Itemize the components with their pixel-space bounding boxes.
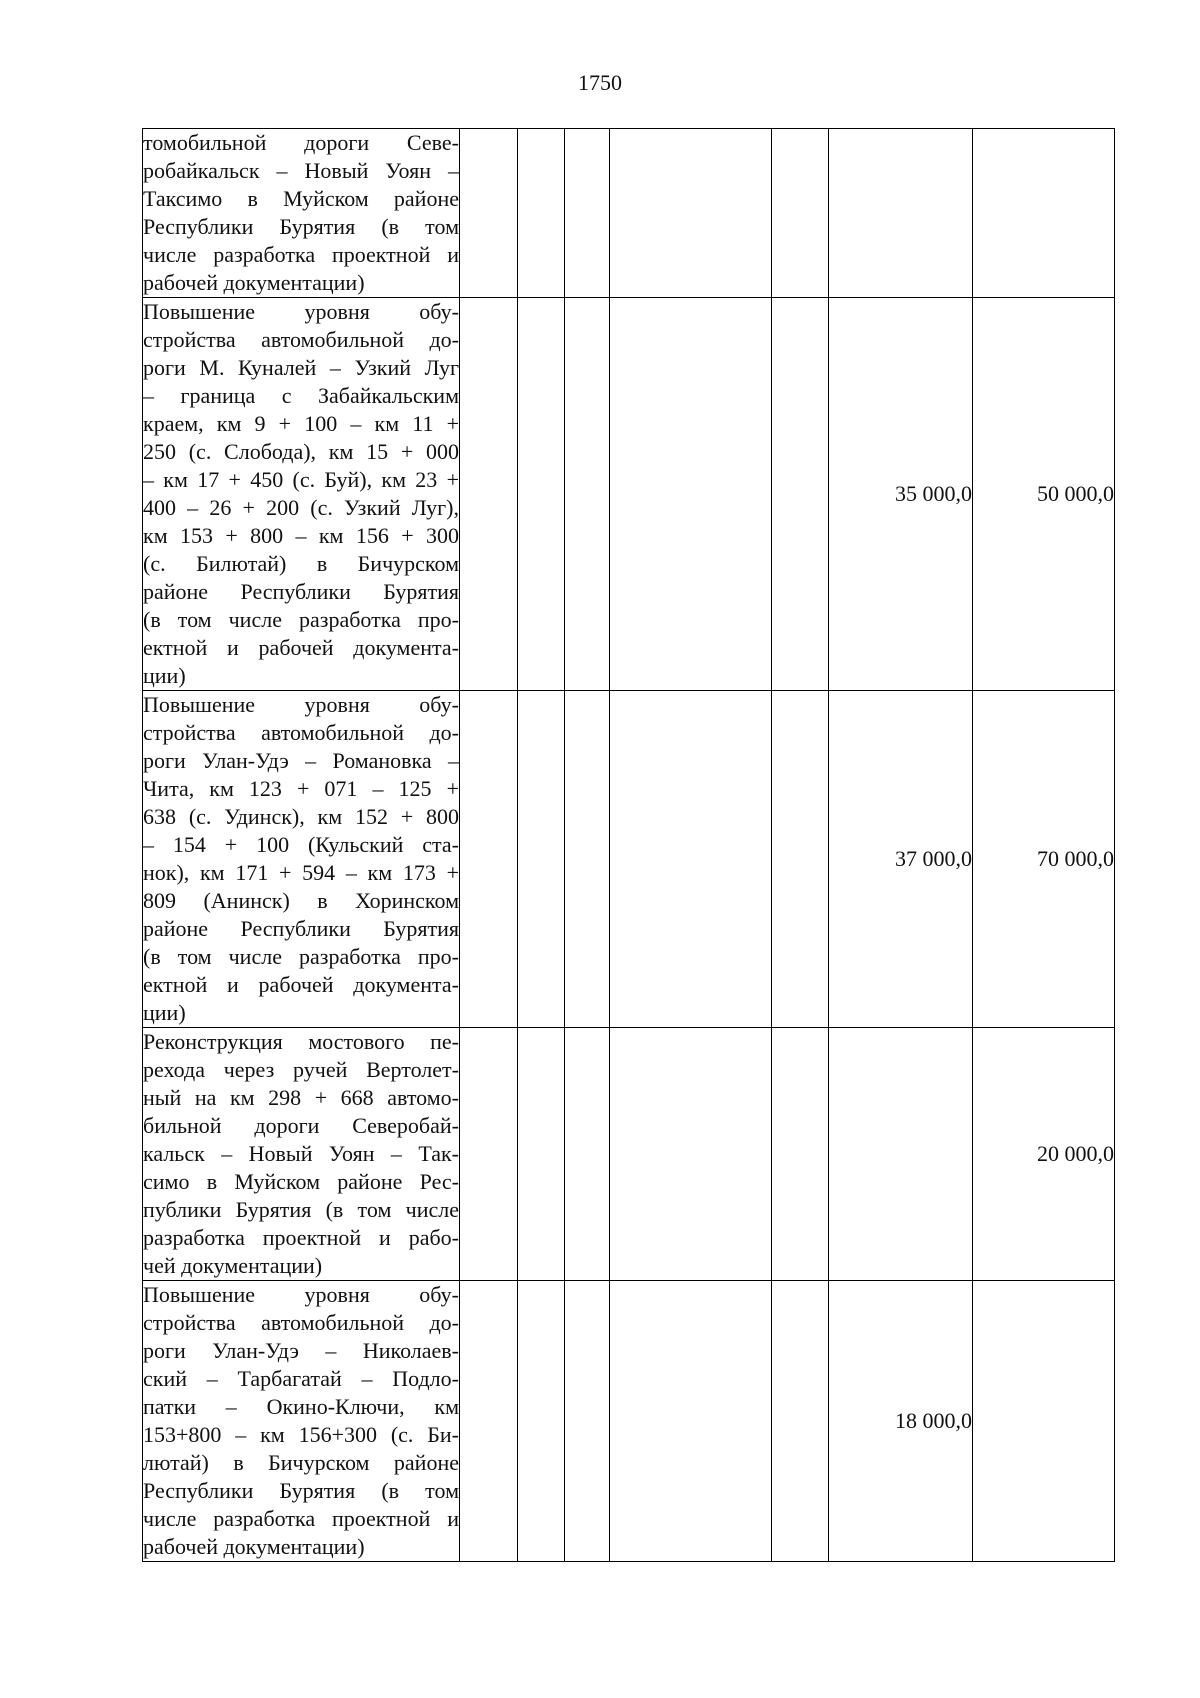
empty-cell: [460, 691, 518, 1028]
empty-cell: [565, 1028, 610, 1281]
description-line: – км 17 + 450 (с. Буй), км 23 +: [143, 467, 459, 492]
empty-cell: [565, 1281, 610, 1562]
amount-cell-a: 35 000,0: [829, 298, 973, 691]
amount-cell-b: 70 000,0: [973, 691, 1115, 1028]
table-row: [143, 129, 1115, 298]
description-line: ектной и рабочей документа-: [143, 635, 459, 660]
description-cell: [143, 298, 460, 691]
description-line: томобильной дороги Севе-: [143, 130, 459, 155]
amount-cell-a: [829, 129, 973, 298]
empty-cell: [772, 129, 829, 298]
description-line: Повышение уровня обу-: [143, 299, 459, 324]
description-line: км 153 + 800 – км 156 + 300: [143, 523, 459, 548]
description-line: патки – Окино-Ключи, км: [143, 1394, 459, 1419]
empty-cell: [772, 1281, 829, 1562]
description-line: лютай) в Бичурском районе: [143, 1450, 459, 1475]
empty-cell: [518, 1281, 565, 1562]
empty-cell: [772, 298, 829, 691]
amount-cell-a: 18 000,0: [829, 1281, 973, 1562]
description-line: ный на км 298 + 668 автомо-: [143, 1085, 459, 1110]
description-line: симо в Муйском районе Рес-: [143, 1169, 459, 1194]
empty-cell: [460, 1028, 518, 1281]
empty-cell: [772, 1028, 829, 1281]
description-line: Повышение уровня обу-: [143, 692, 459, 717]
description-line: 809 (Анинск) в Хоринском: [143, 888, 459, 913]
amount-cell-b: 20 000,0: [973, 1028, 1115, 1281]
description-line: робайкальск – Новый Уоян –: [143, 158, 459, 183]
empty-cell: [772, 691, 829, 1028]
empty-cell: [610, 691, 772, 1028]
empty-cell: [518, 129, 565, 298]
description-line: публики Бурятия (в том числе: [143, 1197, 459, 1222]
description-line: роги Улан-Удэ – Николаев-: [143, 1338, 459, 1363]
description-line: Реконструкция мостового пе-: [143, 1029, 459, 1054]
description-line: Таксимо в Муйском районе: [143, 186, 459, 211]
description-line: кальск – Новый Уоян – Так-: [143, 1141, 459, 1166]
description-line: роги Улан-Удэ – Романовка –: [143, 748, 459, 773]
description-line: 400 – 26 + 200 (с. Узкий Луг),: [143, 495, 459, 520]
empty-cell: [518, 298, 565, 691]
description-cell: [143, 1028, 460, 1281]
description-line: Повышение уровня обу-: [143, 1282, 459, 1307]
description-line: ции): [143, 1000, 186, 1025]
empty-cell: [610, 1028, 772, 1281]
description-line: бильной дороги Северобай-: [143, 1113, 459, 1138]
description-line: ции): [143, 663, 186, 688]
description-line: 153+800 – км 156+300 (с. Би-: [143, 1422, 459, 1447]
description-line: 638 (с. Удинск), км 152 + 800: [143, 804, 459, 829]
empty-cell: [518, 691, 565, 1028]
empty-cell: [460, 129, 518, 298]
amount-cell-a: [829, 1028, 973, 1281]
description-line: стройства автомобильной до-: [143, 720, 459, 745]
description-line: стройства автомобильной до-: [143, 1310, 459, 1335]
description-line: рабочей документации): [143, 1534, 365, 1559]
empty-cell: [518, 1028, 565, 1281]
description-line: Республики Бурятия (в том: [143, 214, 459, 239]
description-line: роги М. Куналей – Узкий Луг: [143, 355, 459, 380]
empty-cell: [565, 129, 610, 298]
page-number: 1750: [578, 70, 622, 95]
description-line: (с. Билютай) в Бичурском: [143, 551, 459, 576]
empty-cell: [565, 691, 610, 1028]
description-line: нок), км 171 + 594 – км 173 +: [143, 860, 459, 885]
description-line: стройства автомобильной до-: [143, 327, 459, 352]
empty-cell: [460, 1281, 518, 1562]
description-line: числе разработка проектной и: [143, 1506, 459, 1531]
table-row: [143, 691, 1115, 1028]
description-line: 250 (с. Слобода), км 15 + 000: [143, 439, 459, 464]
description-cell: [143, 1281, 460, 1562]
table-row: [143, 1281, 1115, 1562]
description-line: Чита, км 123 + 071 – 125 +: [143, 776, 459, 801]
description-line: (в том числе разработка про-: [143, 944, 459, 969]
description-line: – 154 + 100 (Кульский ста-: [143, 832, 459, 857]
description-cell: [143, 691, 460, 1028]
description-line: районе Республики Бурятия: [143, 916, 459, 941]
description-line: разработка проектной и рабо-: [143, 1225, 459, 1250]
empty-cell: [565, 298, 610, 691]
table-row: [143, 298, 1115, 691]
description-line: чей документации): [143, 1253, 323, 1278]
empty-cell: [460, 298, 518, 691]
description-line: ектной и рабочей документа-: [143, 972, 459, 997]
description-line: краем, км 9 + 100 – км 11 +: [143, 411, 459, 436]
description-line: числе разработка проектной и: [143, 242, 459, 267]
empty-cell: [610, 298, 772, 691]
amount-cell-b: 50 000,0: [973, 298, 1115, 691]
table-row: [143, 1028, 1115, 1281]
description-line: Республики Бурятия (в том: [143, 1478, 459, 1503]
description-line: (в том числе разработка про-: [143, 607, 459, 632]
description-line: ский – Тарбагатай – Подло-: [143, 1366, 459, 1391]
description-cell: [143, 129, 460, 298]
empty-cell: [610, 1281, 772, 1562]
empty-cell: [610, 129, 772, 298]
amount-cell-b: [973, 129, 1115, 298]
amount-cell-a: 37 000,0: [829, 691, 973, 1028]
description-line: – граница с Забайкальским: [143, 383, 459, 408]
amount-cell-b: [973, 1281, 1115, 1562]
description-line: рабочей документации): [143, 270, 365, 295]
description-line: рехода через ручей Вертолет-: [143, 1057, 459, 1082]
budget-table: [142, 128, 1115, 1562]
description-line: районе Республики Бурятия: [143, 579, 459, 604]
